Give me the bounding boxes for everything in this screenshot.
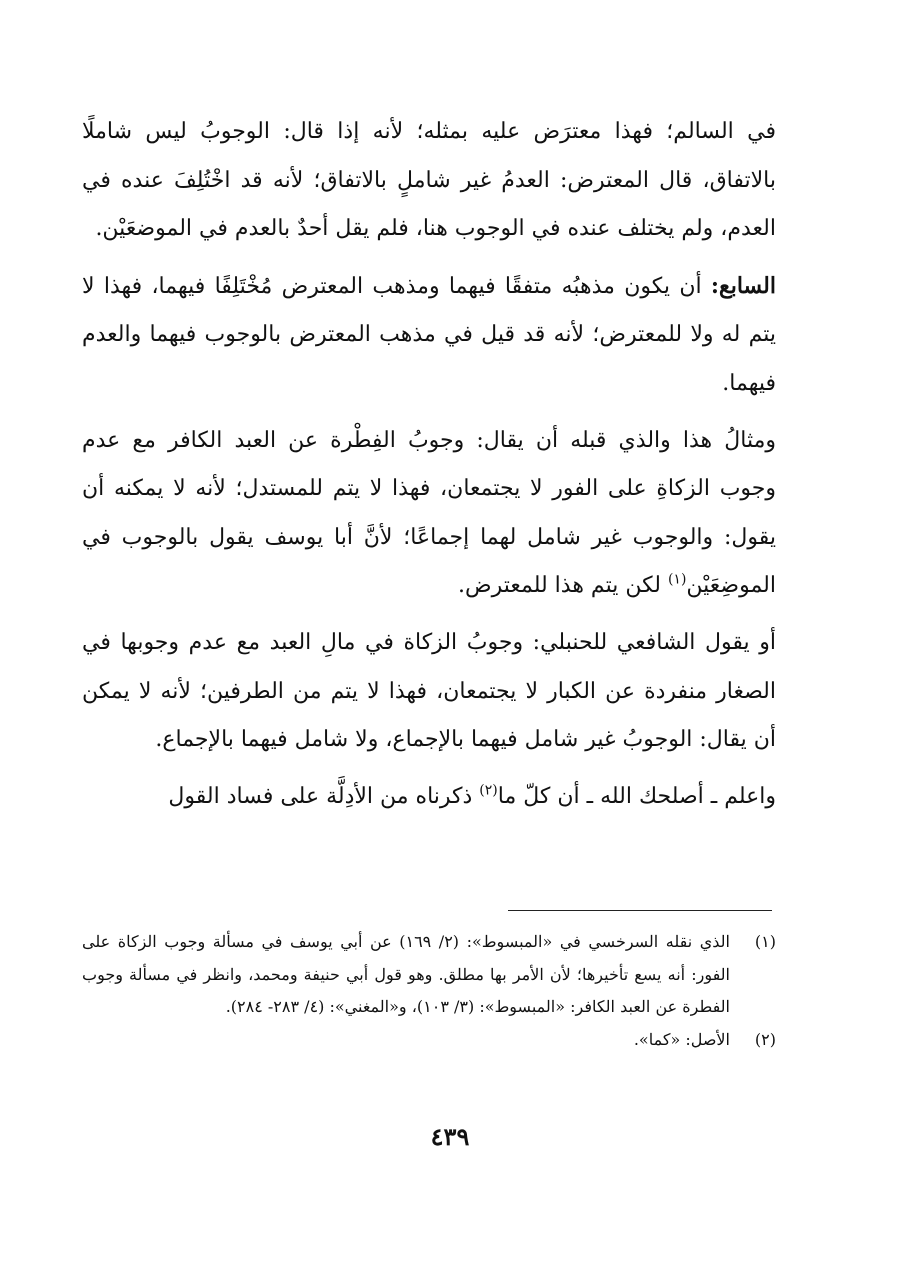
footnote-2 <box>82 1024 776 1057</box>
paragraph-4-text: أو يقول الشافعي للحنبلي: وجوبُ الزكاة في مالِ العبد مع عدم وجوبها في الصغار منفردة عن الكبار لا يجتمعان، فهذا لا يتم من الطرفين؛ لأنه لا يمكن أن يقال: الوجوبُ غير شامل فيهما بالإجماع، ولا شامل فيهما بالإجماع. <box>82 629 776 753</box>
footnote-text: الذي نقله السرخسي في «المبسوط»: (٢/ ١٦٩) عن أبي يوسف في مسألة وجوب الزكاة على الفور: أنه يسع تأخيرها؛ لأن الأمر بها مطلق. وهو قول أبي حنيفة ومحمد، وانظر في مسألة وجوب الفطرة عن العبد الكافر: «المبسوط»: (٣/ ١٠٣)، و«المغني»: (٤/ ٢٨٣- ٢٨٤). <box>82 932 730 1016</box>
paragraph-3-text-a: ومثالُ هذا والذي قبله أن يقال: وجوبُ الفِطْرة عن العبد الكافر مع عدم وجوب الزكاةِ على الفور لا يجتمعان، فهذا لا يتم للمستدل؛ لأنه لا يمكنه أن يقول: والوجوب غير شامل لهما إجماعًا؛ لأنَّ أبا يوسف يقول بالوجوب في الموضِعَيْن <box>82 427 776 599</box>
paragraph-2 <box>82 262 776 409</box>
paragraph-1-text: في السالم؛ فهذا معترَض عليه بمثله؛ لأنه إذا قال: الوجوبُ ليس شاملًا بالاتفاق، قال المعترض: العدمُ غير شاملٍ بالاتفاق؛ لأنه قد اخْتُلِفَ عنده في العدم، ولم يختلف عنده في الوجوب هنا، فلم يقل أحدٌ بالعدم في الموضعَيْن. <box>82 119 776 242</box>
footnotes <box>82 926 776 1056</box>
paragraph-5-text-a: واعلم ـ أصلحك الله ـ أن كلّ ما <box>497 783 776 809</box>
paragraph-2-heading: السابع: <box>710 272 776 299</box>
paragraph-1 <box>82 108 776 254</box>
paragraph-4 <box>82 619 776 765</box>
footnote-divider <box>508 910 772 911</box>
footnote-marker: (٢) <box>754 1029 776 1049</box>
paragraph-5-text-b: ذكرناه من الأدِلَّة على فساد القول <box>168 783 480 809</box>
paragraph-5 <box>82 773 776 822</box>
paragraph-3 <box>82 417 776 611</box>
footnote-marker: (١) <box>754 932 776 951</box>
footnote-text: الأصل: «كما». <box>633 1029 730 1049</box>
paragraph-2-text: أن يكون مذهبُه متفقًا فيهما ومذهب المعترض مُخْتَلِفًا فيهما، فهذا لا يتم له ولا للمعترض؛ لأنه قد قيل في مذهب المعترض بالوجوب فيهما والعدم فيهما. <box>82 273 776 396</box>
main-text <box>82 108 776 829</box>
paragraph-3-text-b: لكن يتم هذا للمعترض. <box>458 573 668 599</box>
footnote-1 <box>82 926 776 1024</box>
footnote-ref-1: (١) <box>667 572 687 589</box>
page-number: ٤٣٩ <box>430 1122 470 1151</box>
footnote-ref-2: (٢) <box>479 782 498 799</box>
